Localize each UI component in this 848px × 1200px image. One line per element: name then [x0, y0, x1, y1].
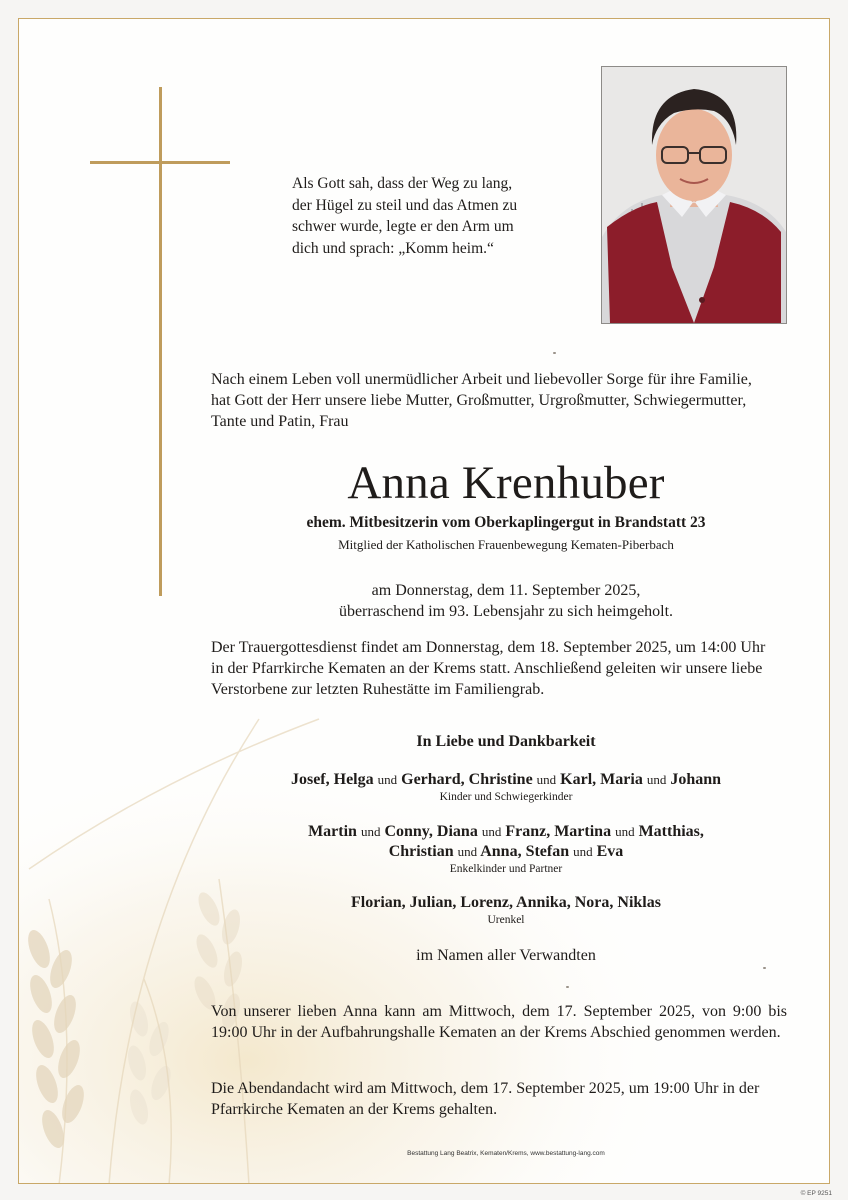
conjunction: und [646, 772, 667, 787]
mourner-name: Christian [388, 843, 454, 860]
death-line: am Donnerstag, dem 11. September 2025, [371, 582, 641, 599]
portrait-photo [601, 66, 787, 324]
mourner-name: Conny, Diana [384, 823, 478, 840]
quote-line: schwer wurde, legte er den Arm um [292, 218, 514, 235]
quote-line: der Hügel zu steil und das Atmen zu [292, 196, 518, 214]
funeral-line: in der Pfarrkirche Kematen an der Krems statt. Anschließend geleiten wir unsere liebe [211, 660, 763, 677]
grandchildren-group [211, 822, 801, 876]
vigil-paragraph [211, 1078, 787, 1120]
children-relation: Kinder und Schwiegerkinder [439, 791, 573, 803]
great-grandchildren-names: Florian, Julian, Lorenz, Annika, Nora, Niklas [351, 894, 661, 911]
intro-paragraph [211, 369, 801, 432]
conjunction: und [536, 772, 557, 787]
print-speck [553, 352, 556, 354]
portrait-image [602, 67, 786, 323]
funeral-line: Verstorbene zur letzten Ruhestätte im Familiengrab. [211, 681, 545, 698]
funeral-paragraph [211, 637, 801, 700]
children-group [211, 770, 801, 804]
deceased-subtitle: ehem. Mitbesitzerin vom Oberkaplingergut in Brandstatt 23 [306, 514, 706, 531]
mourner-name: Matthias, [638, 823, 704, 840]
grandchildren-names [211, 842, 801, 862]
deceased-name: Anna Krenhuber [347, 457, 665, 509]
relatives-line: im Namen aller Verwandten [416, 947, 596, 964]
cross-horizontal-bar [90, 161, 230, 164]
mourner-name: Martin [308, 823, 357, 840]
intro-line: hat Gott der Herr unsere liebe Mutter, Großmutter, Urgroßmutter, Schwiegermutter, [211, 392, 747, 409]
conjunction: und [457, 844, 478, 859]
conjunction: und [481, 824, 502, 839]
document-code: © EP 9251 [800, 1190, 832, 1197]
death-notice [211, 580, 801, 622]
mourner-name: Gerhard, Christine [401, 771, 533, 788]
conjunction: und [573, 844, 593, 859]
conjunction: und [377, 772, 398, 787]
quote-line: dich und sprach: „Komm heim.“ [292, 239, 494, 257]
intro-line: Nach einem Leben voll unermüdlicher Arbeit und liebevoller Sorge für ihre Familie, [211, 371, 752, 388]
grandchildren-relation: Enkelkinder und Partner [449, 863, 563, 875]
mourner-name: Johann [670, 771, 722, 788]
intro-line: Tante und Patin, Frau [211, 413, 349, 430]
print-speck [763, 967, 766, 969]
conjunction: und [360, 824, 381, 839]
mourner-name: Karl, Maria [560, 771, 643, 788]
viewing-paragraph: Von unserer lieben Anna kann am Mittwoch, dem 17. September 2025, von 9:00 bis 19:00 Uhr in der Aufbahrungshalle Kematen an der Krems Abschied genommen werden. [211, 1003, 787, 1041]
mourner-name: Anna, Stefan [480, 843, 570, 860]
print-speck [566, 986, 569, 988]
great-grandchildren-relation: Urenkel [487, 914, 525, 926]
grandchildren-names [211, 822, 801, 842]
mourner-name: Eva [596, 843, 624, 860]
vigil-line: Die Abendandacht wird am Mittwoch, dem 17. September 2025, um 19:00 Uhr in der [211, 1080, 760, 1097]
conjunction: und [615, 824, 635, 839]
mourners-heading: In Liebe und Dankbarkeit [416, 733, 596, 750]
mourner-name: Franz, Martina [505, 823, 612, 840]
mourner-name: Josef, Helga [290, 771, 374, 788]
death-line: überraschend im 93. Lebensjahr zu sich heimgeholt. [338, 603, 674, 620]
funeral-home-footer: Bestattung Lang Beatrix, Kematen/Krems, www.bestattung-lang.com [407, 1150, 605, 1157]
vigil-line: Pfarrkirche Kematen an der Krems gehalten. [211, 1101, 498, 1118]
quote-line: Als Gott sah, dass der Weg zu lang, [292, 175, 513, 192]
children-names [211, 770, 801, 790]
deceased-membership: Mitglied der Katholischen Frauenbewegung Kematen-Piberbach [338, 537, 674, 552]
funeral-line: Der Trauergottesdienst findet am Donnerstag, dem 18. September 2025, um 14:00 Uhr [211, 639, 766, 656]
memorial-quote [292, 173, 532, 259]
great-grandchildren-group [211, 893, 801, 927]
